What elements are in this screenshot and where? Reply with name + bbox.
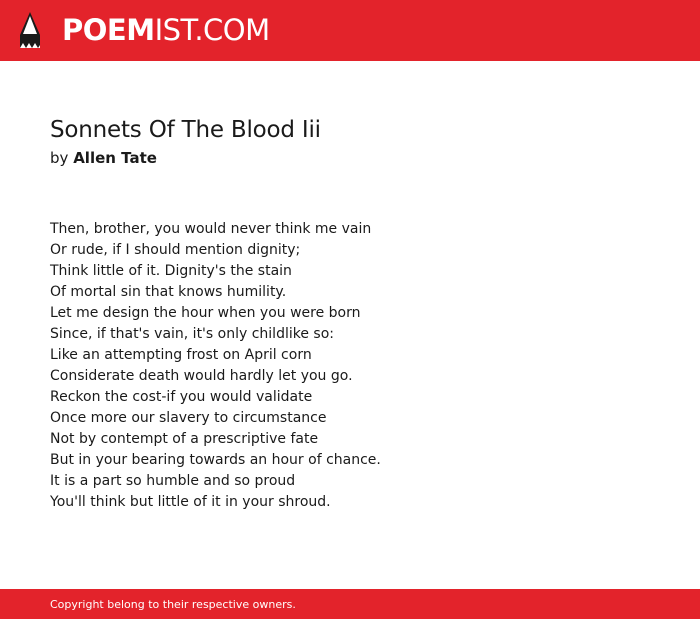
poem-body: [50, 219, 650, 513]
poem-title: Sonnets Of The Blood Iii: [50, 117, 321, 143]
poem-line: Reckon the cost-if you would validate: [50, 389, 313, 405]
poem-line: Let me design the hour when you were born: [50, 305, 361, 321]
copyright-notice: Copyright belong to their respective owners.: [50, 598, 296, 611]
poem-line: Like an attempting frost on April corn: [50, 347, 312, 363]
site-footer: [0, 589, 700, 619]
pencil-tip-icon[interactable]: [18, 10, 42, 51]
poem-line: It is a part so humble and so proud: [50, 473, 296, 489]
poem-line: But in your bearing towards an hour of chance.: [50, 452, 381, 468]
poem-line: Once more our slavery to circumstance: [50, 410, 327, 426]
byline-prefix: by: [50, 149, 69, 167]
poem-line: You'll think but little of it in your shroud.: [50, 494, 331, 510]
poem-line: Then, brother, you would never think me vain: [50, 221, 372, 237]
brand-name-bold: POEM: [62, 13, 155, 47]
poem-line: Or rude, if I should mention dignity;: [50, 242, 301, 258]
poem-line: Since, if that's vain, it's only childlike so:: [50, 326, 334, 342]
poem-line: Of mortal sin that knows humility.: [50, 284, 287, 300]
site-logo[interactable]: [62, 10, 270, 50]
brand-name-light: IST.COM: [154, 13, 270, 47]
poem-line: Considerate death would hardly let you go.: [50, 368, 353, 384]
byline: [50, 149, 157, 167]
poem-line: Not by contempt of a prescriptive fate: [50, 431, 319, 447]
poem-line: Think little of it. Dignity's the stain: [50, 263, 292, 279]
author-name: Allen Tate: [73, 149, 157, 167]
site-header: [0, 0, 700, 61]
